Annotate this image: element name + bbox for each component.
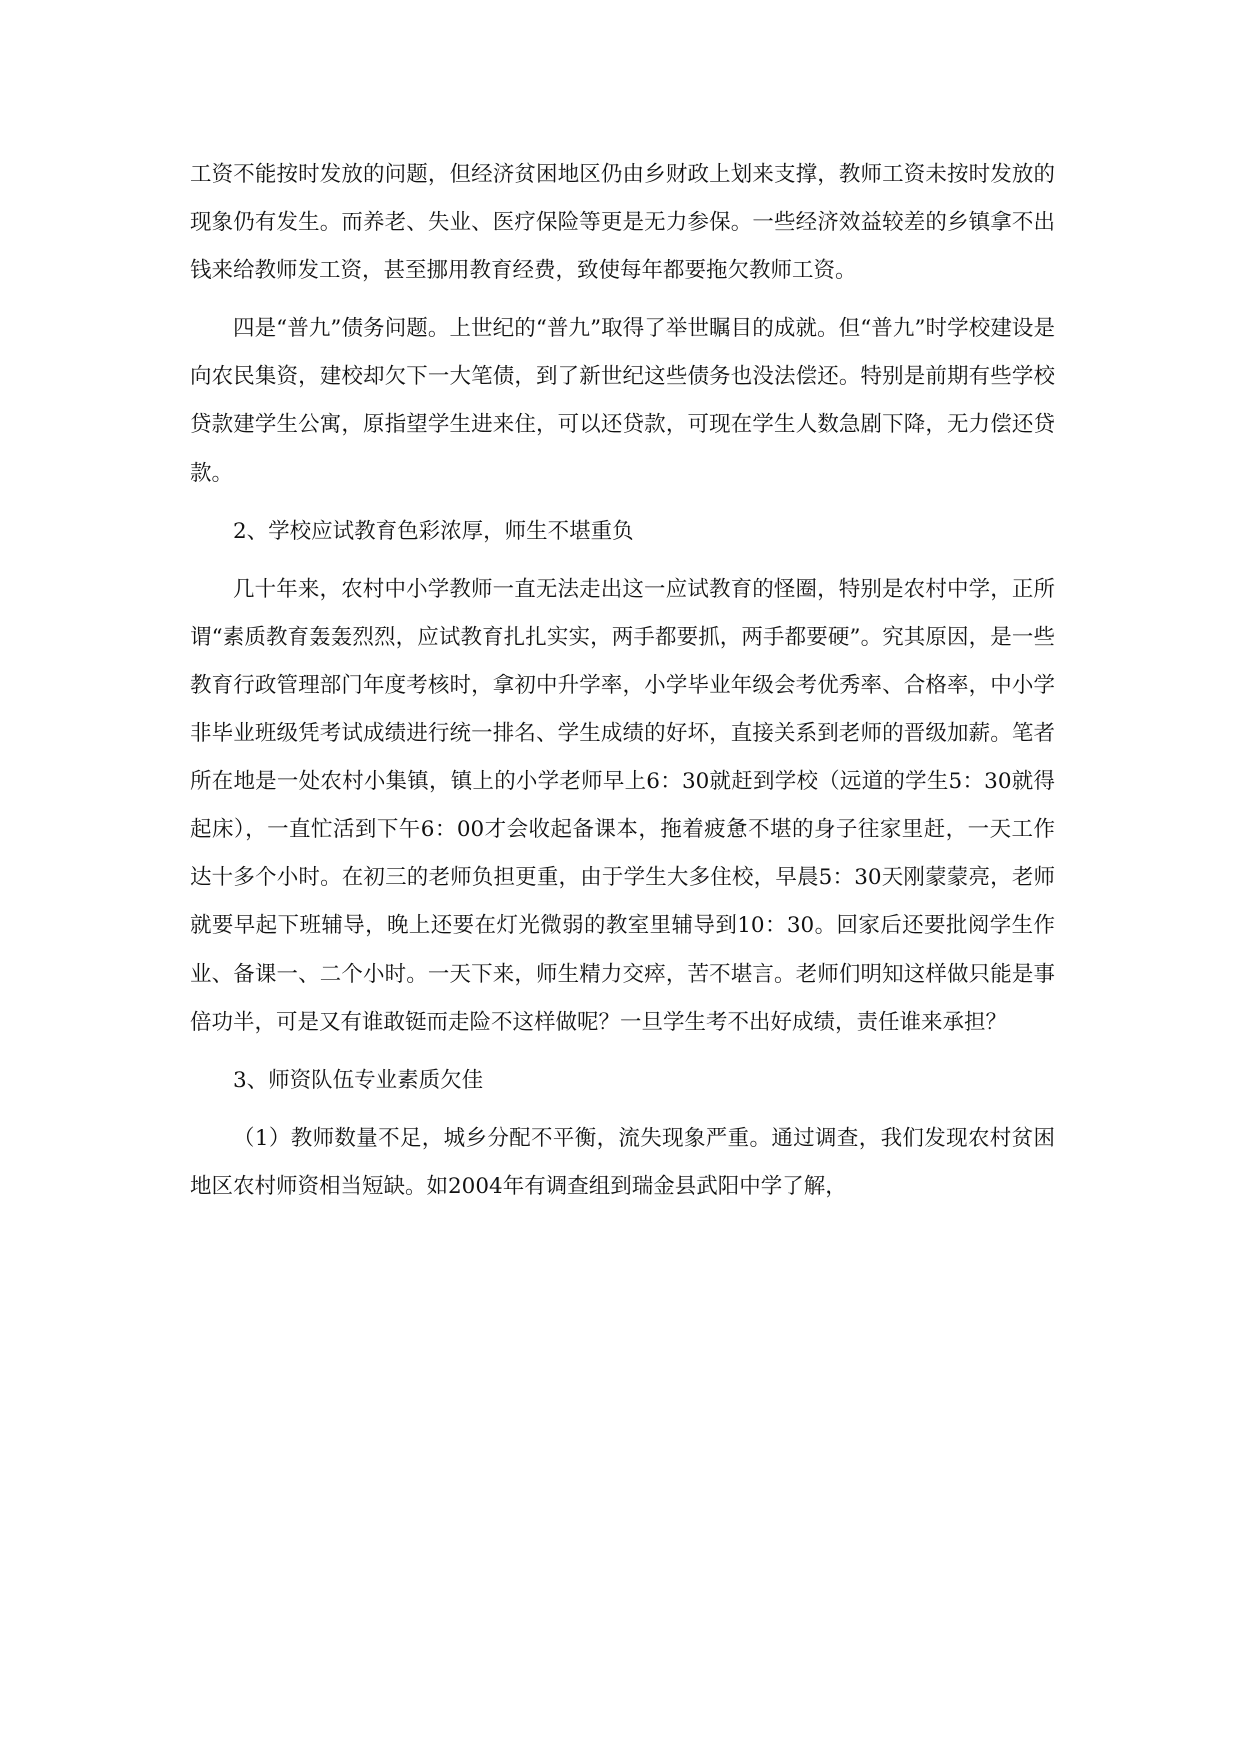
document-body [190,151,1055,1221]
section-heading-teacher-quality: 3、师资队伍专业素质欠佳 [233,1067,484,1093]
paragraph-puji-debt: 四是“普九”债务问题。上世纪的“普九”取得了举世瞩目的成就。但“普九”时学校建设是向农民集资，建校却欠下一大笔债，到了新世纪这些债务也没法偿还。特别是前期有些学校贷款建学生公寓，原指望学生进来住，可以还贷款，可现在学生人数急剧下降，无力偿还贷款。 [190,316,1055,486]
paragraph-teacher-salary-continuation: 工资不能按时发放的问题，但经济贫困地区仍由乡财政上划来支撑，教师工资未按时发放的现象仍有发生。而养老、失业、医疗保险等更是无力参保。一些经济效益较差的乡镇拿不出钱来给教师发工资，甚至挪用教育经费，致使每年都要拖欠教师工资。 [190,162,1055,284]
section-heading-exam-oriented-education: 2、学校应试教育色彩浓厚，师生不堪重负 [233,518,634,544]
paragraph-teacher-shortage: （1）教师数量不足，城乡分配不平衡，流失现象严重。通过调查，我们发现农村贫困地区农村师资相当短缺。如2004年有调查组到瑞金县武阳中学了解， [190,1125,1055,1199]
paragraph-exam-oriented-burden: 几十年来，农村中小学教师一直无法走出这一应试教育的怪圈，特别是农村中学，正所谓“素质教育轰轰烈烈，应试教育扎扎实实，两手都要抓，两手都要硬”。究其原因，是一些教育行政管理部门年度考核时，拿初中升学率，小学毕业年级会考优秀率、合格率，中小学非毕业班级凭考试成绩进行统一排名、学生成绩的好坏，直接关系到老师的晋级加薪。笔者所在地是一处农村小集镇，镇上的小学老师早上6：30就赶到学校（远道的学生5：30就得起床），一直忙活到下午6：00才会收起备课本，拖着疲惫不堪的身子往家里赶，一天工作达十多个小时。在初三的老师负担更重，由于学生大多住校，早晨5：30天刚蒙蒙亮，老师就要早起下班辅导，晚上还要在灯光微弱的教室里辅导到10：30。回家后还要批阅学生作业、备课一、二个小时。一天下来，师生精力交瘁，苦不堪言。老师们明知这样做只能是事倍功半，可是又有谁敢铤而走险不这样做呢？一旦学生考不出好成绩，责任谁来承担？ [190,576,1055,1035]
